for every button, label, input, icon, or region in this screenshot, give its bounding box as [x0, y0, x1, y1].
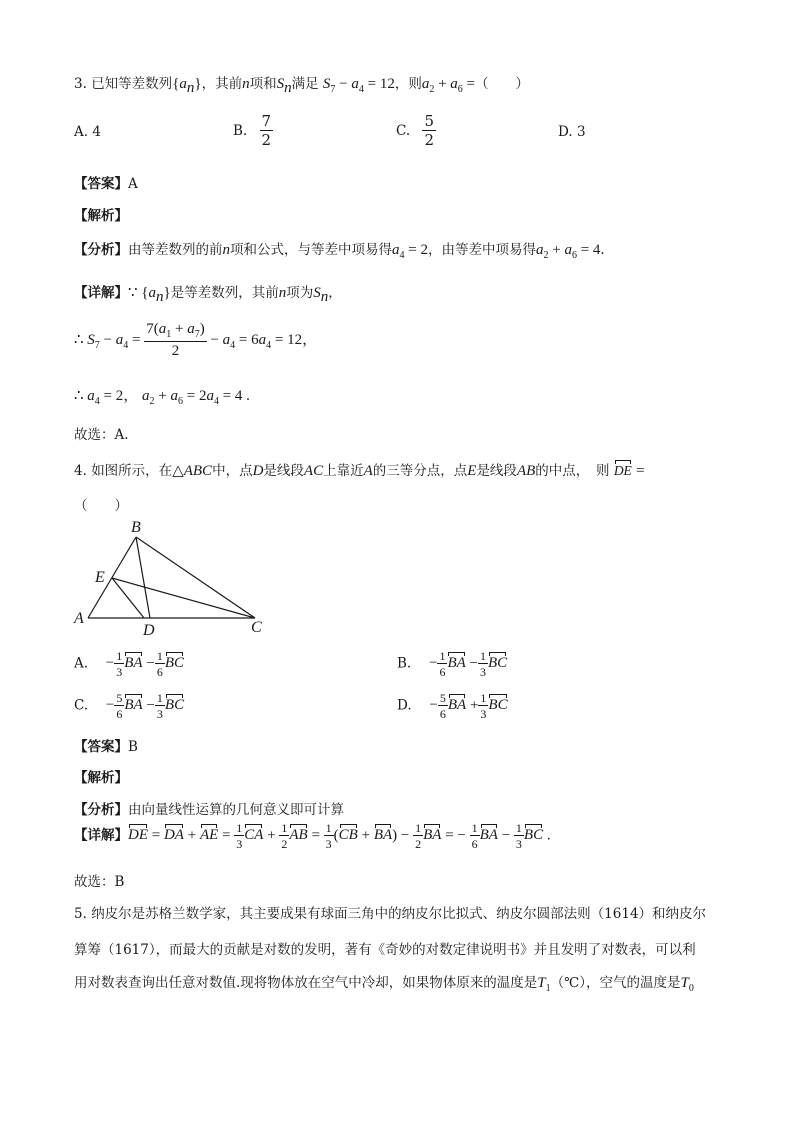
q4-paren: （ ） [74, 498, 128, 514]
q4-answer: 【答案】B [74, 739, 138, 755]
q3-fenxi: 【分析】由等差数列的前n项和公式，与等差中项易得$a_4 = 2$，由等差中项易得$a_2 + a_6 = 4$. [74, 242, 605, 261]
q5-line-2: 算筹（1617），而最大的贡献是对数的发明，著有《奇妙的对数定律说明书》并且发明了对数表，可以利 [74, 942, 696, 958]
q3-equation-2: ∴ $a_4 = 2$， $a_2 + a_6 = 2a_4 = 4$ . [74, 388, 250, 407]
q3-detail: 【详解】∵ $\{a_n\}$是等差数列，其前n项为$S_n$， [74, 285, 342, 305]
q3-stem-text: 项和 [249, 76, 277, 92]
option-value: 4 [92, 124, 101, 140]
q3-analysis-heading [74, 204, 128, 224]
q3-equation-1: ∴ $S_7 - a_4$ = $\frac{7(a_1 + a_7)}{2}$ − $a_4 = 6a_4 = 12$， [74, 321, 318, 359]
option-label: C. [396, 123, 411, 139]
label-A: A [74, 610, 84, 627]
q4-option-d[interactable]: D. − $\frac{5}{6}$ BA + $\frac{1}{3}$ BC [397, 691, 508, 721]
q5-line-3: 用对数表查询出任意对数值.现将物体放在空气中冷却，如果物体原来的温度是$T_1(℃)$，空气的温度是$T_0$ [74, 975, 694, 994]
segment-ED [112, 578, 144, 618]
q4-fenxi: 【分析】由向量线性运算的几何意义即可计算 [74, 802, 344, 818]
q3-option-b[interactable] [233, 114, 273, 148]
fraction: $\frac{5}{2}$ [424, 112, 434, 149]
q4-option-a[interactable]: A. − $\frac{1}{3}$ BA − $\frac{1}{6}$ BC [74, 649, 184, 679]
fraction: $\frac{7}{2}$ [261, 112, 272, 149]
q3-stem-text: ，其前 [201, 76, 243, 92]
q3-stem: 3. 已知等差数列$\{a_n\}$，其前n项和$S_n$满足 $S_7 - a_4 = 12$，则$a_2 + a_6$ =（ ） [74, 76, 530, 96]
q3-stem-text: 已知等差数列 [91, 76, 173, 92]
segment-EC [112, 578, 255, 618]
q3-number: 3. [74, 76, 87, 92]
q3-conclusion [74, 423, 129, 443]
q5-line-1: 5. 纳皮尔是苏格兰数学家，其主要成果有球面三角中的纳皮尔比拟式、纳皮尔圆部法则（1614）和纳皮尔 [74, 906, 707, 922]
q3-option-c[interactable] [396, 114, 436, 148]
q3-option-d[interactable] [558, 124, 586, 140]
label-B: B [131, 519, 141, 536]
q3-stem-text: （ ） [475, 76, 530, 92]
q4-detail: 【详解】DE = DA + AE = $\frac{1}{3}$ CA + $\frac{1}{2}$ AB = $\frac{1}{3}$ (CB + BA) − $\frac{1}{2}$ BA = − $\frac{1}{6}$ BA − $\frac{1}{3}$ BC . [74, 821, 551, 851]
q3-stem-text: 满足 [291, 76, 319, 92]
q3-answer [74, 172, 138, 192]
q4-conclusion: 故选：B [74, 874, 125, 890]
q4-number: 4. [74, 463, 87, 479]
answer-tag: 【答案】 [74, 176, 128, 192]
analysis-tag: 【解析】 [74, 208, 128, 224]
label-D: D [143, 622, 155, 639]
q4-option-b[interactable]: B. − $\frac{1}{6}$ BA − $\frac{1}{3}$ BC [397, 649, 508, 679]
q5-number: 5. [74, 906, 87, 922]
q3-stem-text: ，则 [394, 76, 422, 92]
option-value: 3 [576, 124, 586, 140]
option-label: D. [558, 124, 573, 140]
triangle-figure [70, 515, 280, 640]
detail-tag: 【详解】 [74, 285, 128, 301]
q4-option-c[interactable]: C. − $\frac{5}{6}$ BA − $\frac{1}{3}$ BC [74, 691, 185, 721]
label-C: C [251, 619, 262, 636]
fenxi-tag: 【分析】 [74, 242, 128, 258]
q4-stem: 4. 如图所示，在△ABC中，点D是线段AC上靠近A的三等分点，点E是线段AB的中点， 则 DE = [74, 463, 645, 479]
segment-BD [136, 537, 150, 618]
q4-analysis-heading: 【解析】 [74, 770, 128, 786]
option-label: A. [74, 124, 89, 140]
option-label: B. [233, 123, 248, 139]
segment-BC [136, 537, 255, 618]
label-E: E [95, 569, 105, 586]
answer-value: A [128, 176, 138, 192]
conclusion-text: 故选：A. [74, 427, 129, 443]
q3-option-a[interactable] [74, 124, 101, 140]
